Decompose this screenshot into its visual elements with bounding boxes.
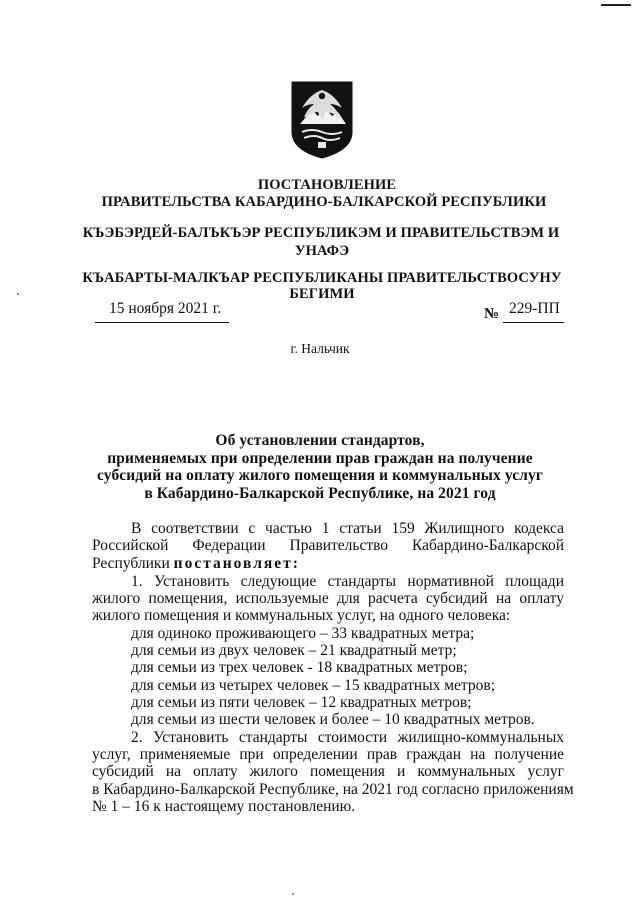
decree-number: 229-ПП [509, 300, 560, 317]
decree-keyword: постановляет: [173, 555, 300, 572]
subject-line1: Об установлении стандартов, [215, 432, 425, 449]
standard-item: для семьи из шести человек и более – 10 квадратных метров. [131, 711, 535, 728]
item2-line2: услуг, применяемые при определении прав граждан на получение [92, 746, 564, 763]
decree-date: 15 ноября 2021 г. [109, 300, 222, 317]
balkar-title-line2: БЕГИМИ [289, 286, 355, 302]
item2-line1: 2. Установить стандарты стоимости жилищно-коммунальных [131, 729, 564, 746]
item1-line3: жилого помещения и коммунальных услуг, на одного человека: [92, 607, 511, 624]
preamble-line2: Российской Федерации Правительство Кабардино-Балкарской [92, 537, 564, 554]
item2-line3: субсидий на оплату жилого помещения и коммунальных услуг [92, 763, 564, 780]
kabardian-title-line1: КЪЭБЭРДЕЙ-БАЛЪКЪЭР РЕСПУБЛИКЭМ И ПРАВИТЕЛЬСТВЭМ И [82, 225, 560, 241]
standard-item: для семьи из четырех человек – 15 квадратных метров; [131, 677, 496, 694]
item1-line2: жилого помещения, используемые для расчета субсидий на оплату [92, 590, 564, 607]
kabardian-title-line2: УНАФЭ [294, 243, 350, 259]
document-title-line2: ПРАВИТЕЛЬСТВА КАБАРДИНО-БАЛКАРСКОЙ РЕСПУБЛИКИ [101, 194, 547, 210]
number-label: № [484, 306, 500, 322]
balkar-title-line1: КЪАБАРТЫ-МАЛКЪАР РЕСПУБЛИКАНЫ ПРАВИТЕЛЬСТВОСУНУ [82, 270, 562, 286]
item2-line4: в Кабардино-Балкарской Республике, на 2021 год согласно приложениям [92, 781, 574, 798]
coat-of-arms-emblem [290, 80, 354, 160]
date-underline [95, 322, 229, 323]
subject-line4: в Кабардино-Балкарской Республике, на 2021 год [144, 485, 496, 502]
document-title: ПОСТАНОВЛЕНИЕ [257, 177, 397, 193]
subject-line3: субсидий на оплату жилого помещения и коммунальных услуг [97, 467, 543, 484]
preamble-republic-word: Республики [92, 555, 170, 572]
preamble-line1: В соответствии с частью 1 статьи 159 Жилищного кодекса [131, 520, 564, 537]
scan-speck [292, 893, 294, 895]
scan-speck [17, 293, 19, 295]
number-underline [503, 322, 564, 323]
item2-line5: № 1 – 16 к настоящему постановлению. [92, 798, 356, 815]
standard-item: для одиноко проживающего – 33 квадратных метра; [131, 625, 475, 642]
item1-line1: 1. Установить следующие стандарты нормативной площади [131, 573, 564, 590]
corner-mark [601, 4, 631, 6]
subject-line2: применяемых при определении прав граждан на получение [107, 450, 533, 467]
standard-item: для семьи из пяти человек – 12 квадратных метров; [131, 694, 472, 711]
city-name: г. Нальчик [290, 341, 350, 356]
preamble-line3 [92, 555, 300, 573]
standard-item: для семьи из трех человек - 18 квадратных метров; [131, 659, 468, 676]
standard-item: для семьи из двух человек – 21 квадратный метр; [131, 642, 457, 659]
